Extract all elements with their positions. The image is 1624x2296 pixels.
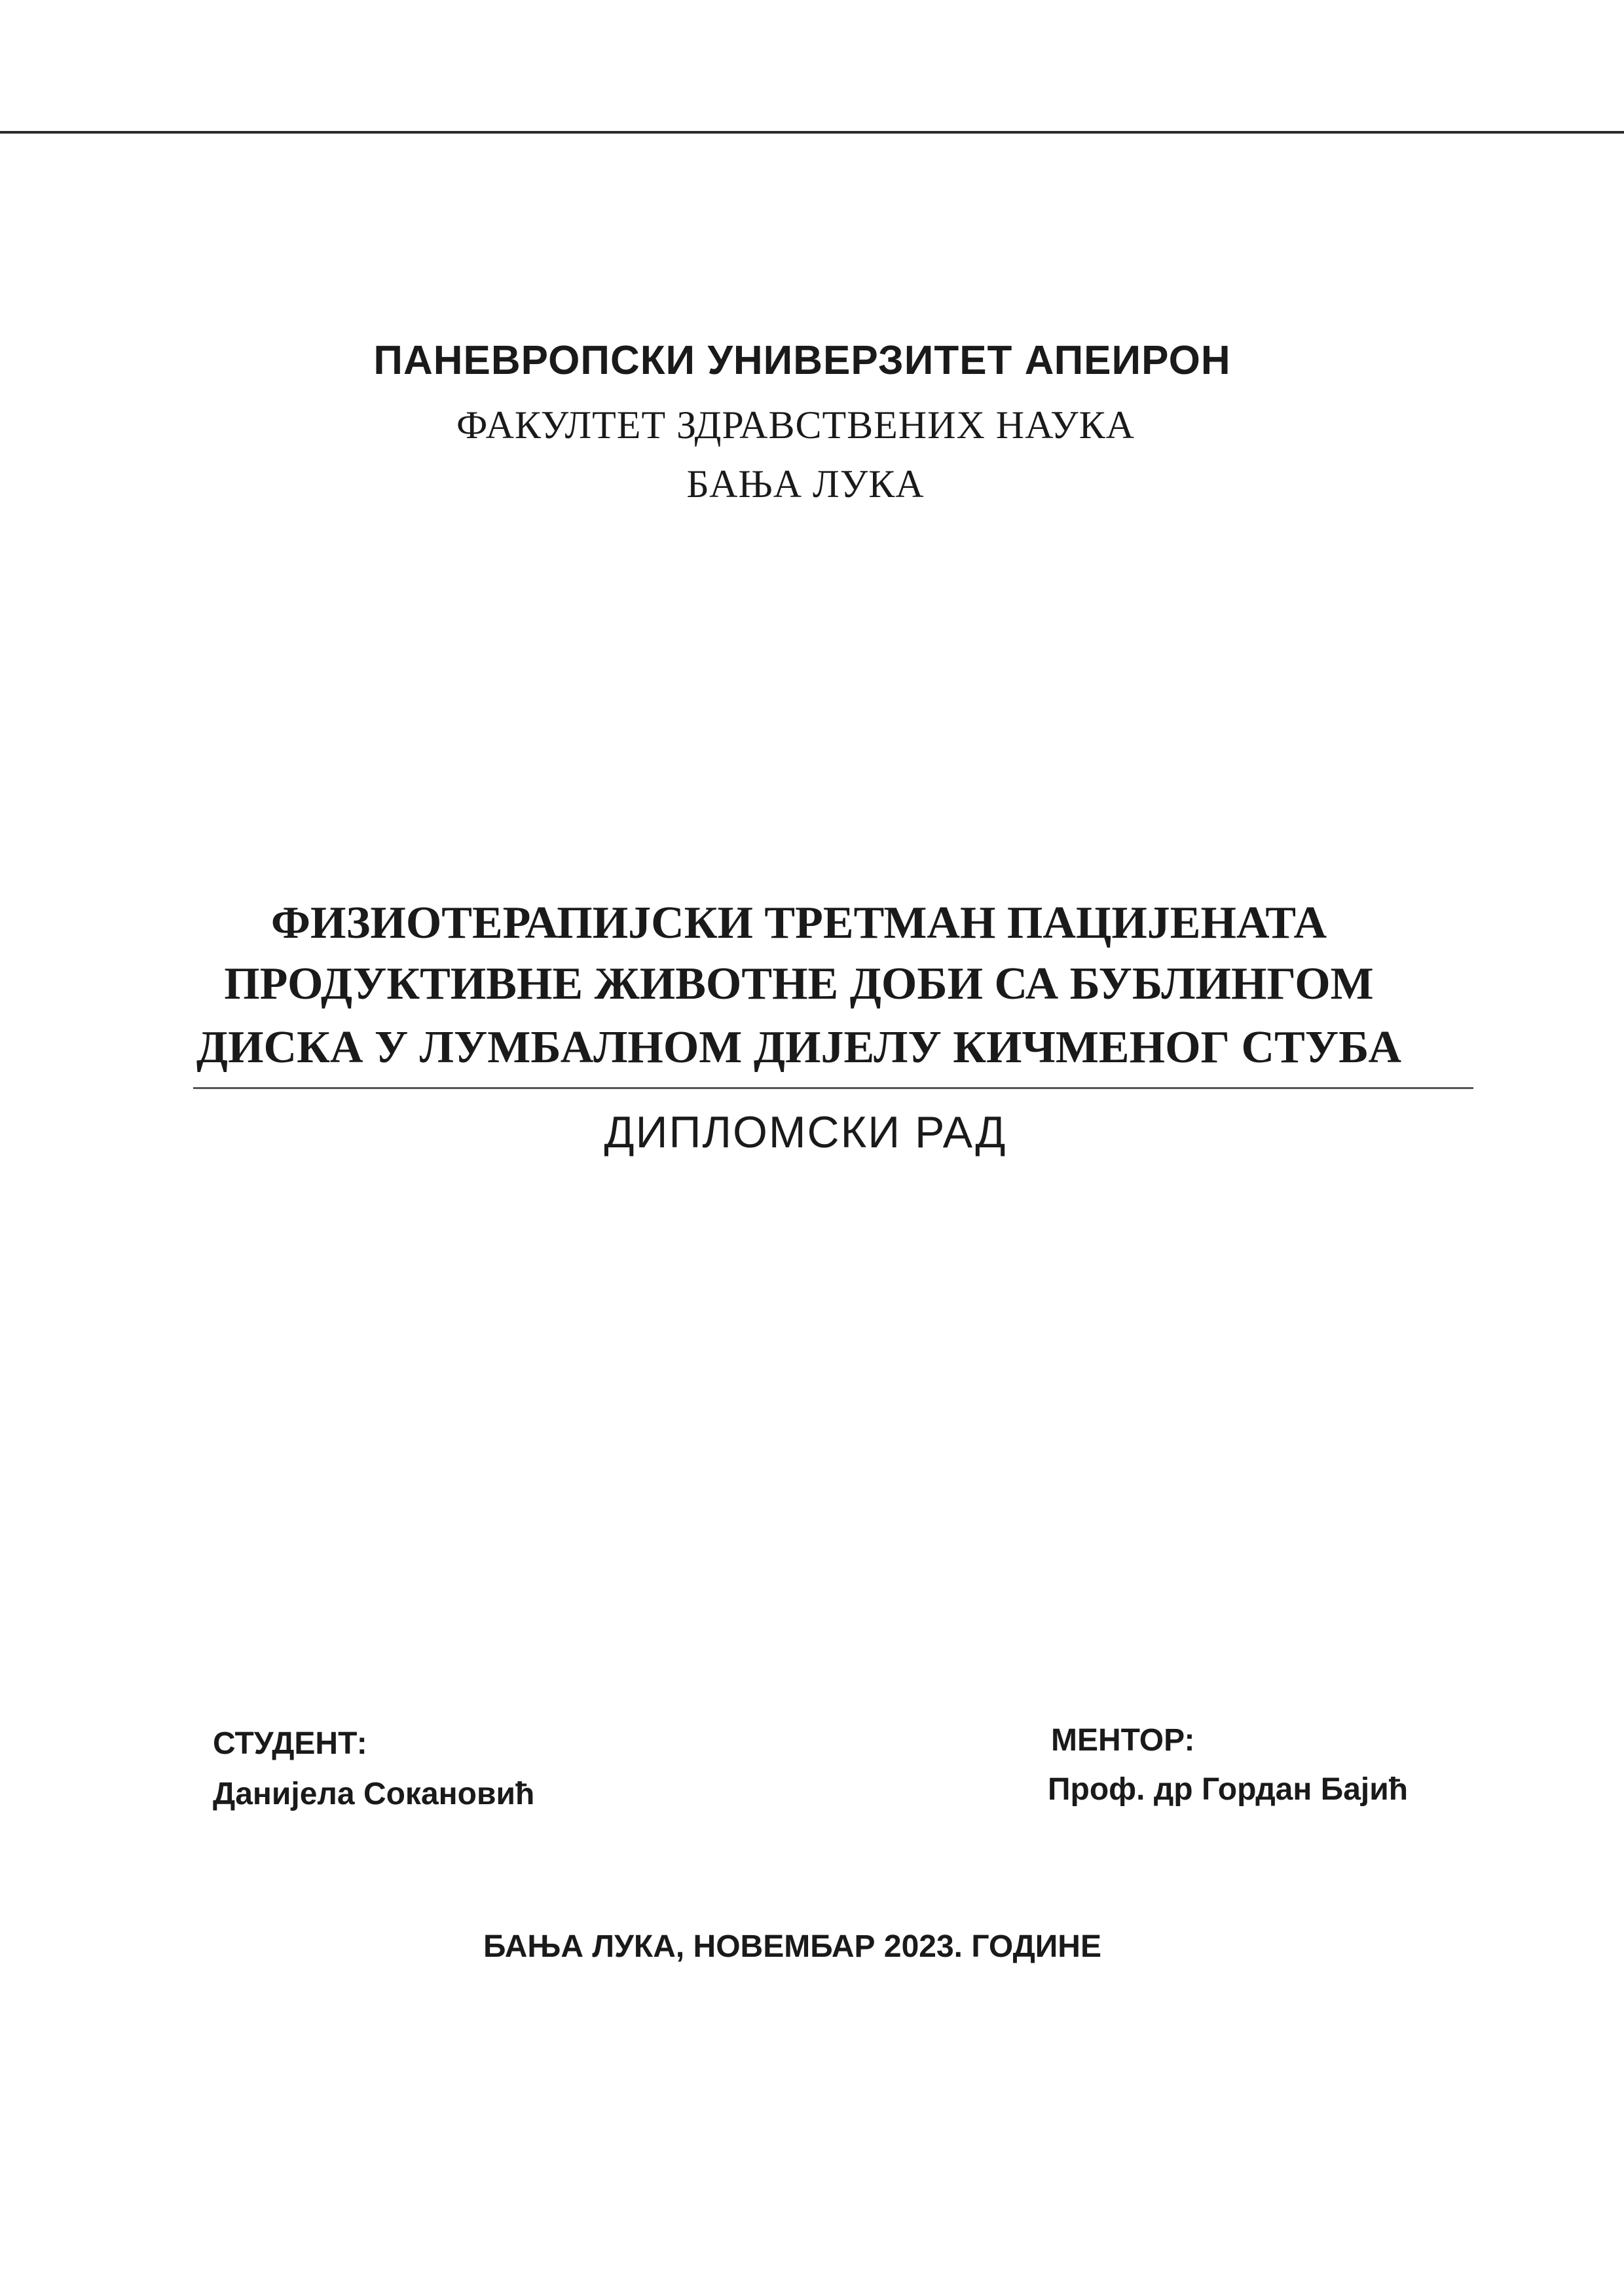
city-name: БАЊА ЛУКА xyxy=(686,462,925,506)
mentor-label: МЕНТОР: xyxy=(1051,1723,1195,1758)
title-underline xyxy=(193,1087,1473,1089)
top-divider xyxy=(0,131,1624,134)
mentor-name: Проф. др Гордан Бајић xyxy=(1048,1772,1409,1807)
place-and-date: БАЊА ЛУКА, НОВЕМБАР 2023. ГОДИНЕ xyxy=(483,1929,1101,1964)
thesis-title-line-2: ПРОДУКТИВНЕ ЖИВОТНЕ ДОБИ СА БУБЛИНГОМ xyxy=(224,959,1374,1009)
thesis-title-line-1: ФИЗИОТЕРАПИЈСКИ ТРЕТМАН ПАЦИЈЕНАТА xyxy=(270,898,1327,948)
university-name: ПАНЕВРОПСКИ УНИВЕРЗИТЕТ АПЕИРОН xyxy=(373,338,1231,383)
thesis-title-line-3: ДИСКА У ЛУМБАЛНОМ ДИЈЕЛУ КИЧМЕНОГ СТУБА xyxy=(196,1022,1402,1073)
thesis-type: ДИПЛОМСКИ РАД xyxy=(604,1107,1007,1157)
student-label: СТУДЕНТ: xyxy=(213,1726,367,1761)
student-name: Данијела Сокановић xyxy=(213,1777,535,1811)
faculty-name: ФАКУЛТЕТ ЗДРАВСТВЕНИХ НАУКА xyxy=(456,403,1135,447)
